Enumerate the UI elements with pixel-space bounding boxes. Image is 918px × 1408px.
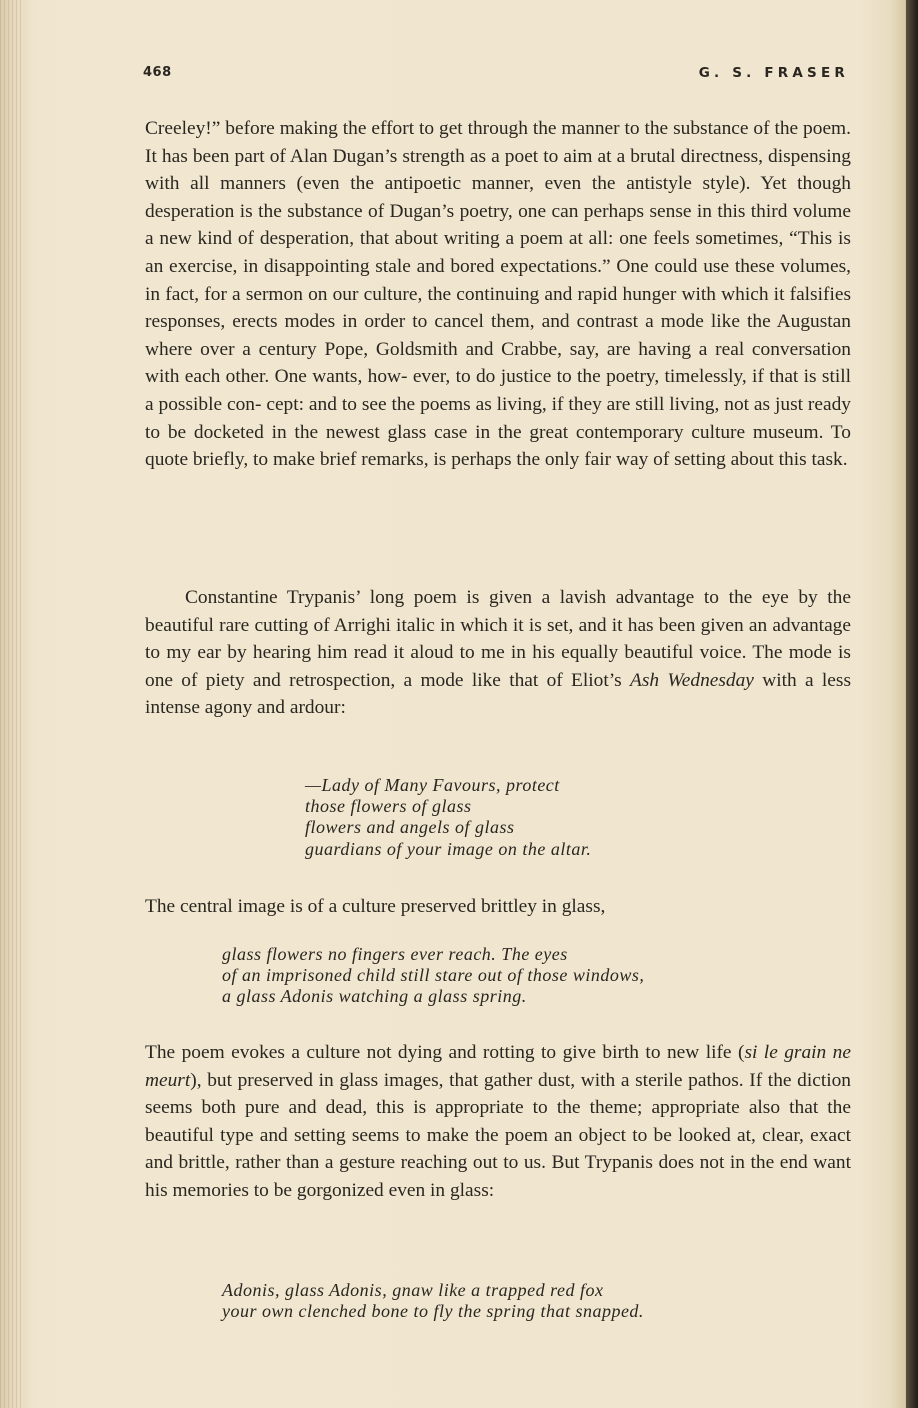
- text-line: the antipoetic manner, even the antistyle style). Yet though desperation: [145, 173, 851, 222]
- quote-line: your own clenched bone to fly the spring that snapped.: [222, 1301, 644, 1322]
- quote-line: of an imprisoned child still stare out of those windows,: [222, 965, 645, 986]
- block-quote-3: [222, 1280, 644, 1322]
- title-ash-wednesday: Ash Wednesday: [630, 669, 754, 691]
- quote-line: —Lady of Many Favours, protect: [305, 775, 560, 795]
- title-si-le-grain: si le grain ne meurt: [145, 1042, 851, 1091]
- text-line: culture museum. To quote briefly, to make brief remarks, is perhaps: [145, 421, 851, 471]
- text-line: say, are having a real conversation with each other. One wants, how-: [145, 338, 852, 388]
- text-line: volume a new kind of desperation, that about writing a poem at all:: [145, 200, 851, 250]
- quote-line: glass flowers no fingers ever reach. The eyes: [222, 944, 568, 964]
- text-line: like the Augustan where over a century Pope, Goldsmith and Crabbe,: [145, 311, 851, 360]
- quote-line: a glass Adonis watching a glass spring.: [222, 986, 527, 1007]
- text-line: The central image is of a culture preserved brittley in glass,: [145, 896, 606, 917]
- text-line: intense agony and ardour:: [145, 697, 346, 719]
- text-line: the only fair way of setting about this task.: [516, 449, 848, 471]
- text-line: on our culture, the continuing and rapid hunger with which it falsifies: [308, 283, 851, 305]
- text-line: ready to be docketed in the newest glass case in the great contemporary: [145, 393, 851, 443]
- text-line: dust, with a sterile pathos. If the diction seems both pure and dead, this: [145, 1069, 851, 1119]
- text-line: Constantine Trypanis’ long poem is given a lavish advantage to: [185, 587, 719, 608]
- text-line: responses, erects modes in order to cancel them, and contrast a mode: [145, 311, 704, 333]
- text-line: with a less: [753, 669, 852, 691]
- paragraph-4: [145, 1039, 851, 1205]
- text-line: it aloud to me in his equally beautiful voice. The mode is one of piety: [145, 642, 851, 691]
- text-line: is appropriate to the theme; appropriate also that the beautiful type: [145, 1097, 851, 1146]
- page-number: 468: [143, 65, 172, 80]
- text-line: the eye by the beautiful rare cutting of Arrighi italic in which it is: [145, 587, 851, 636]
- block-quote-2: [222, 944, 644, 1008]
- text-line: is the substance of Dugan’s poetry, one can perhaps sense in this third: [239, 200, 788, 222]
- text-line: a poet to aim at a brutal directness, dispensing with all manners (even: [145, 145, 852, 195]
- text-line: does not in the end want his memories to be gorgonized even in glass:: [145, 1152, 851, 1201]
- text-line: substance of the poem. It has been part of Alan Dugan’s strength as: [145, 118, 851, 167]
- quote-line: those flowers of glass: [305, 796, 472, 817]
- text-line: cept: and to see the poems as living, if they are still living, not as just: [266, 393, 804, 415]
- text-line: life (: [705, 1042, 745, 1063]
- quote-line: flowers and angels of glass: [305, 817, 515, 838]
- paragraph-2: [145, 584, 851, 722]
- page-edge-shadow: [906, 0, 918, 1408]
- text-line: exact and brittle, rather than a gesture reaching out to us. But Trypanis: [145, 1124, 851, 1174]
- text-line: ever, to do justice to the poetry, timelessly, if that is still a possible con-: [145, 366, 851, 415]
- gutter: [0, 0, 22, 1408]
- text-line: Creeley!” before making the effort to get through the manner to the: [145, 118, 669, 139]
- quote-line: guardians of your image on the altar.: [305, 838, 592, 859]
- text-line: bored expectations.” One could use these volumes, in fact, for a sermon: [145, 255, 851, 305]
- block-quote-1: [305, 775, 591, 860]
- paragraph-3: [145, 893, 851, 921]
- text-line: one feels sometimes, “This is an exercise, in disappointing stale and: [145, 228, 851, 277]
- text-line: set, and it has been given an advantage to my ear by hearing him read: [145, 614, 851, 664]
- paragraph-1: [145, 115, 851, 474]
- running-head-author: G. S. FRASER: [698, 65, 849, 81]
- text-line: and retrospection, a mode like that of Eliot’s: [252, 669, 630, 691]
- running-head: [143, 65, 849, 89]
- text-line: and setting seems to make the poem an object to be looked at, clear,: [259, 1124, 804, 1146]
- quote-line: Adonis, glass Adonis, gnaw like a trapped red fox: [222, 1280, 604, 1300]
- text-line: ), but preserved in glass images, that gather: [190, 1069, 533, 1091]
- text-line: The poem evokes a culture not dying and rotting to give birth to new: [145, 1042, 700, 1063]
